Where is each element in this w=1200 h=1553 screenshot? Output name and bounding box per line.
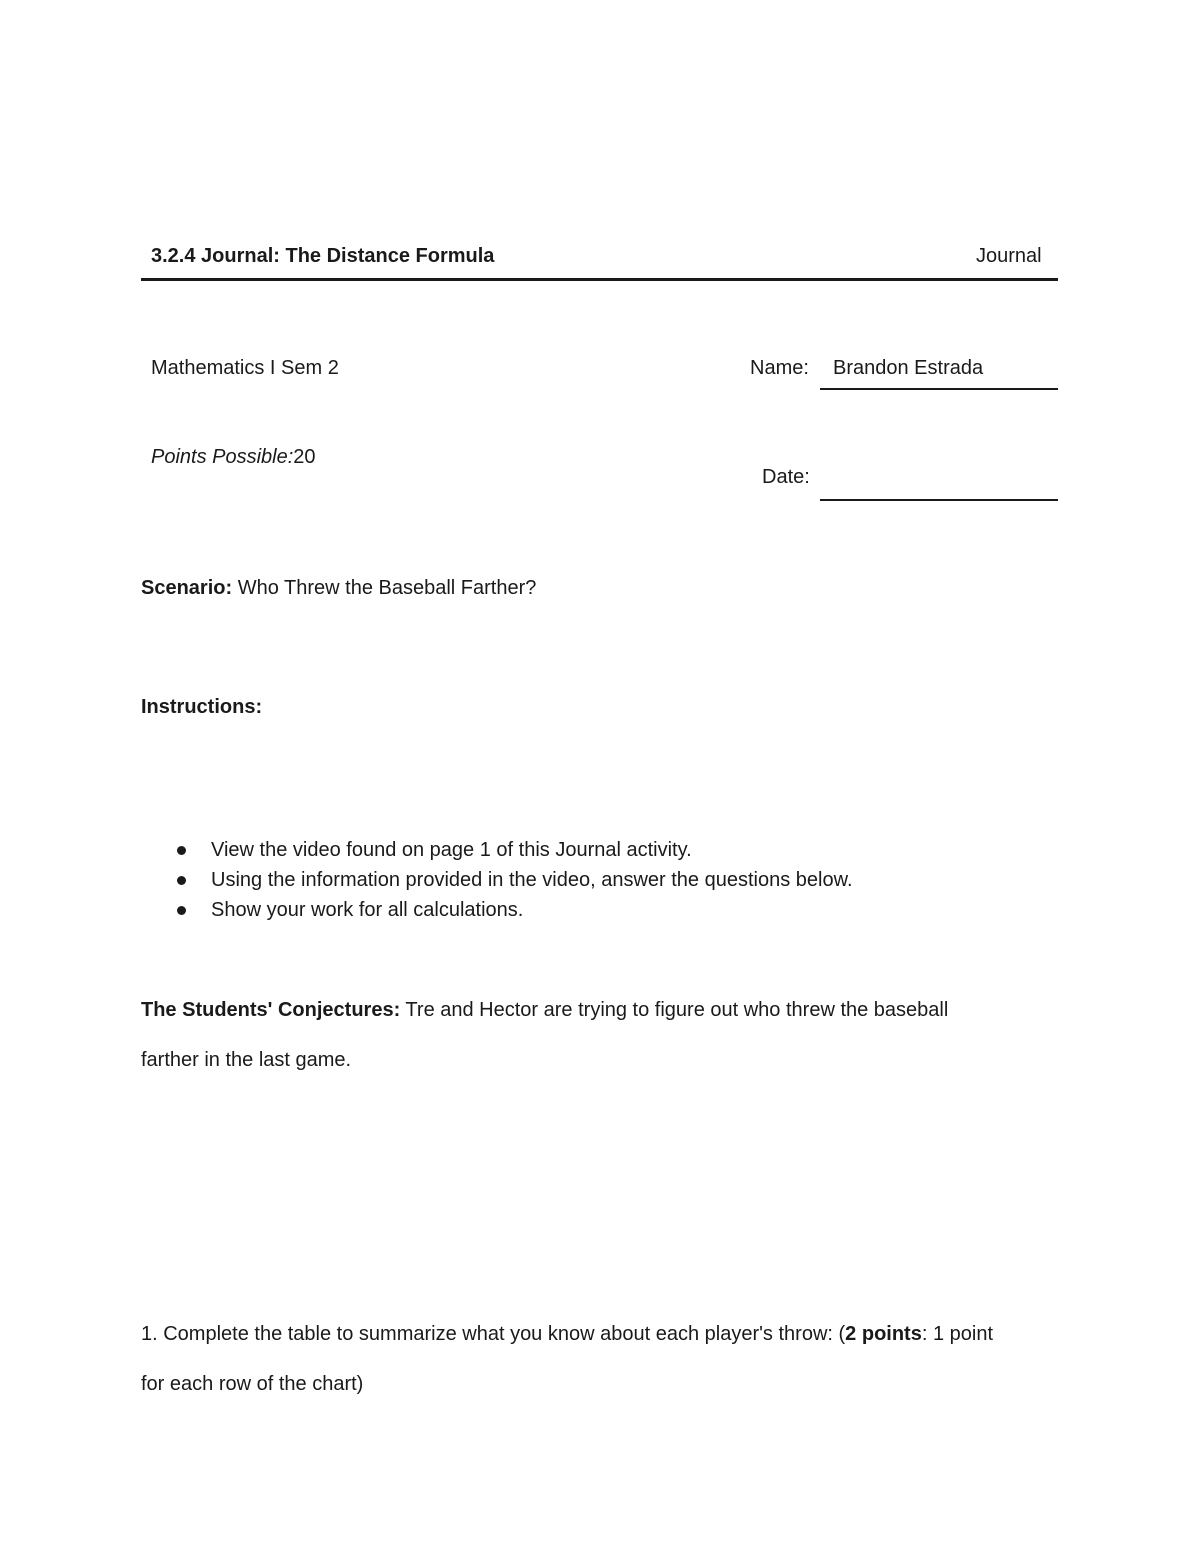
- scenario-label: Scenario:: [141, 577, 233, 599]
- question-1-text: 1. Complete the table to summarize what you know about each player's throw: (: [141, 1323, 846, 1345]
- points-possible: [151, 445, 316, 469]
- instructions-heading: Instructions:: [141, 696, 263, 718]
- question-1-points: 2 points: [845, 1323, 922, 1345]
- name-label: Name:: [750, 357, 809, 379]
- points-possible-value: 20: [293, 446, 316, 468]
- document-title: 3.2.4 Journal: The Distance Formula: [151, 245, 495, 267]
- course-name: Mathematics I Sem 2: [151, 357, 339, 379]
- points-possible-label: Points Possible:: [151, 446, 294, 468]
- header-divider: [141, 278, 1058, 281]
- question-1-continued: for each row of the chart): [141, 1373, 364, 1395]
- scenario-text: Who Threw the Baseball Farther?: [232, 577, 537, 599]
- date-label: Date:: [762, 466, 810, 488]
- list-item: [175, 868, 853, 898]
- question-1: [141, 1322, 993, 1346]
- list-item-text: Show your work for all calculations.: [211, 899, 524, 921]
- name-field[interactable]: Brandon Estrada: [833, 357, 984, 379]
- bullet-icon: [177, 906, 186, 915]
- date-field[interactable]: [820, 499, 1058, 501]
- list-item: [175, 898, 853, 928]
- conjectures-text-continued: farther in the last game.: [141, 1049, 352, 1071]
- list-item-text: View the video found on page 1 of this Journal activity.: [211, 839, 692, 861]
- list-item: [175, 838, 853, 868]
- instructions-list: [175, 838, 853, 928]
- conjectures-label: The Students' Conjectures:: [141, 999, 401, 1021]
- bullet-icon: [177, 876, 186, 885]
- conjectures-paragraph: [141, 998, 948, 1022]
- scenario: [141, 576, 536, 600]
- document-type-label: Journal: [976, 245, 1042, 267]
- list-item-text: Using the information provided in the video, answer the questions below.: [211, 869, 853, 891]
- conjectures-text: Tre and Hector are trying to figure out who threw the baseball: [400, 999, 949, 1021]
- name-underline: [820, 388, 1058, 390]
- bullet-icon: [177, 846, 186, 855]
- question-1-points-detail: : 1 point: [921, 1323, 994, 1345]
